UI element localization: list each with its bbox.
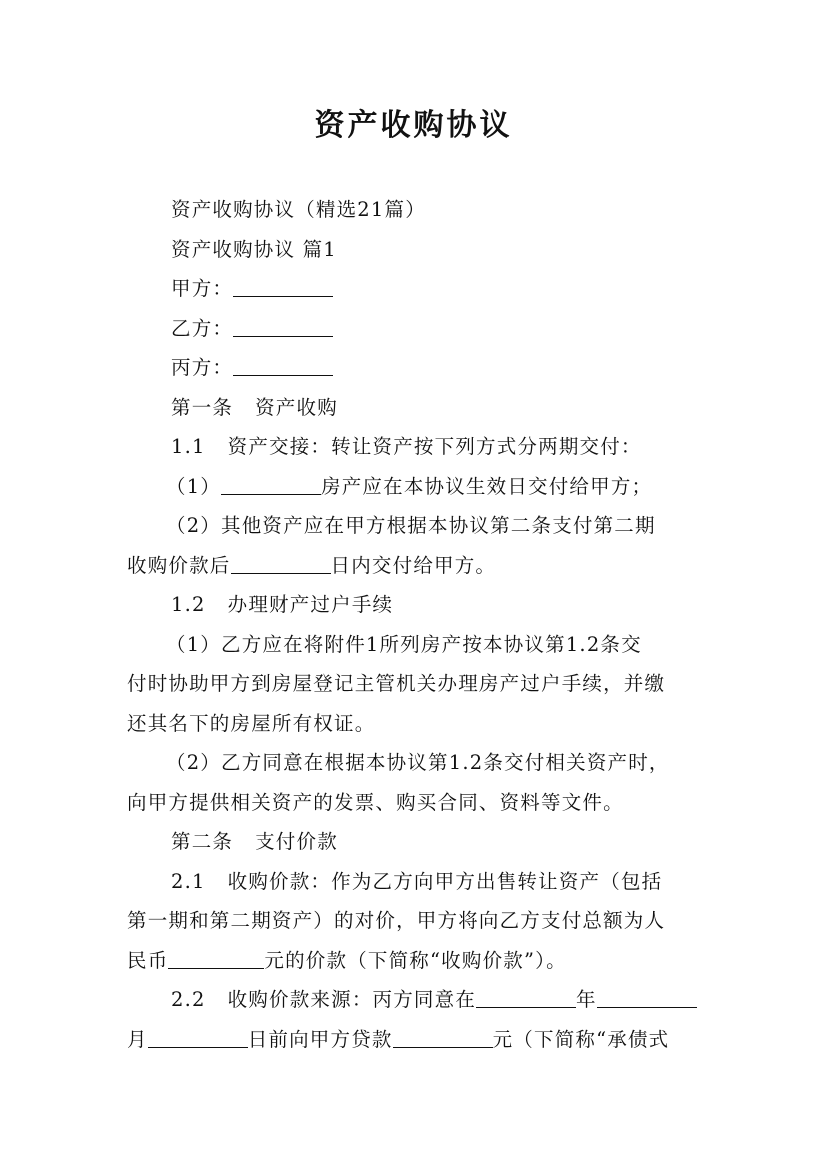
blank-line bbox=[476, 989, 576, 1008]
clause-text: 元的价款（下简称“收购价款”）。 bbox=[264, 948, 567, 972]
blank-line bbox=[231, 555, 331, 574]
article-number: 第一条 bbox=[171, 395, 234, 419]
section-number: 2.2 bbox=[171, 988, 206, 1011]
clause-text: 日前向甲方贷款 bbox=[247, 1027, 393, 1051]
clause-1-2-2: （2）乙方同意在根据本协议第1.2条交付相关资产时， bbox=[166, 751, 670, 774]
section-number: 2.1 bbox=[171, 869, 206, 893]
article-title: 支付价款 bbox=[255, 830, 338, 853]
party-a-label: 甲方： bbox=[171, 277, 234, 300]
blank-line bbox=[233, 278, 333, 297]
blank-line bbox=[148, 1029, 248, 1048]
blank-line bbox=[233, 318, 333, 337]
article-1-heading bbox=[127, 388, 707, 428]
party-b-label: 乙方： bbox=[171, 316, 234, 340]
clause-1-2-1: （1）乙方应在将附件1所列房产按本协议第1.2条交 bbox=[166, 632, 642, 656]
blank-line bbox=[597, 989, 697, 1008]
clause-1-1-1 bbox=[127, 467, 707, 507]
blank-line bbox=[168, 950, 264, 969]
section-1-1 bbox=[127, 427, 707, 467]
section-number: 1.1 bbox=[171, 435, 206, 458]
section-text: 收购价款：作为乙方向甲方出售转让资产（包括 bbox=[227, 869, 663, 893]
clause-text: 收购价款后 bbox=[127, 553, 231, 577]
section-text: 年 bbox=[576, 988, 597, 1011]
party-c-label: 丙方： bbox=[171, 356, 234, 379]
document-title: 资产收购协议 bbox=[314, 108, 513, 143]
blank-line bbox=[233, 357, 333, 376]
section-2-1 bbox=[127, 862, 707, 902]
clause-1-1-2-cont bbox=[127, 546, 707, 586]
clause-text: 房产应在本协议生效日交付给甲方； bbox=[321, 474, 653, 498]
document-body bbox=[127, 190, 707, 1059]
section-2-2-cont bbox=[127, 1020, 707, 1060]
clause-text: 民币 bbox=[127, 948, 169, 972]
party-b-line bbox=[127, 309, 707, 349]
section-1-2 bbox=[127, 585, 707, 625]
clause-1-2-1-cont: 还其名下的房屋所有权证。 bbox=[127, 711, 376, 735]
blank-line bbox=[393, 1029, 493, 1048]
clause-text: 月 bbox=[127, 1027, 148, 1051]
article-number: 第二条 bbox=[171, 830, 234, 853]
party-c-line bbox=[127, 348, 707, 388]
paragraph-intro: 资产收购协议（精选21篇） bbox=[171, 198, 426, 221]
clause-text: （1） bbox=[166, 474, 222, 498]
clause-1-2-1-cont: 付时协助甲方到房屋登记主管机关办理房产过户手续，并缴 bbox=[127, 672, 666, 695]
article-title: 资产收购 bbox=[255, 395, 338, 419]
section-text: 收购价款来源：丙方同意在 bbox=[227, 988, 477, 1011]
clause-text: 元（下简称“承债式 bbox=[492, 1027, 670, 1051]
section-text: 资产交接：转让资产按下列方式分两期交付： bbox=[227, 435, 642, 458]
article-2-heading bbox=[127, 822, 707, 862]
clause-text: 日内交付给甲方。 bbox=[330, 553, 497, 577]
paragraph-heading: 资产收购协议 篇1 bbox=[171, 237, 337, 261]
section-2-1-cont: 第一期和第二期资产）的对价，甲方将向乙方支付总额为人 bbox=[127, 909, 666, 932]
party-a-line bbox=[127, 269, 707, 309]
blank-line bbox=[221, 476, 321, 495]
section-2-2 bbox=[127, 980, 707, 1020]
clause-1-1-2: （2）其他资产应在甲方根据本协议第二条支付第二期 bbox=[166, 514, 656, 537]
section-number: 1.2 bbox=[171, 593, 206, 616]
clause-1-2-2-cont: 向甲方提供相关资产的发票、购买合同、资料等文件。 bbox=[127, 790, 624, 814]
section-2-1-cont bbox=[127, 941, 707, 981]
section-text: 办理财产过户手续 bbox=[227, 593, 394, 616]
